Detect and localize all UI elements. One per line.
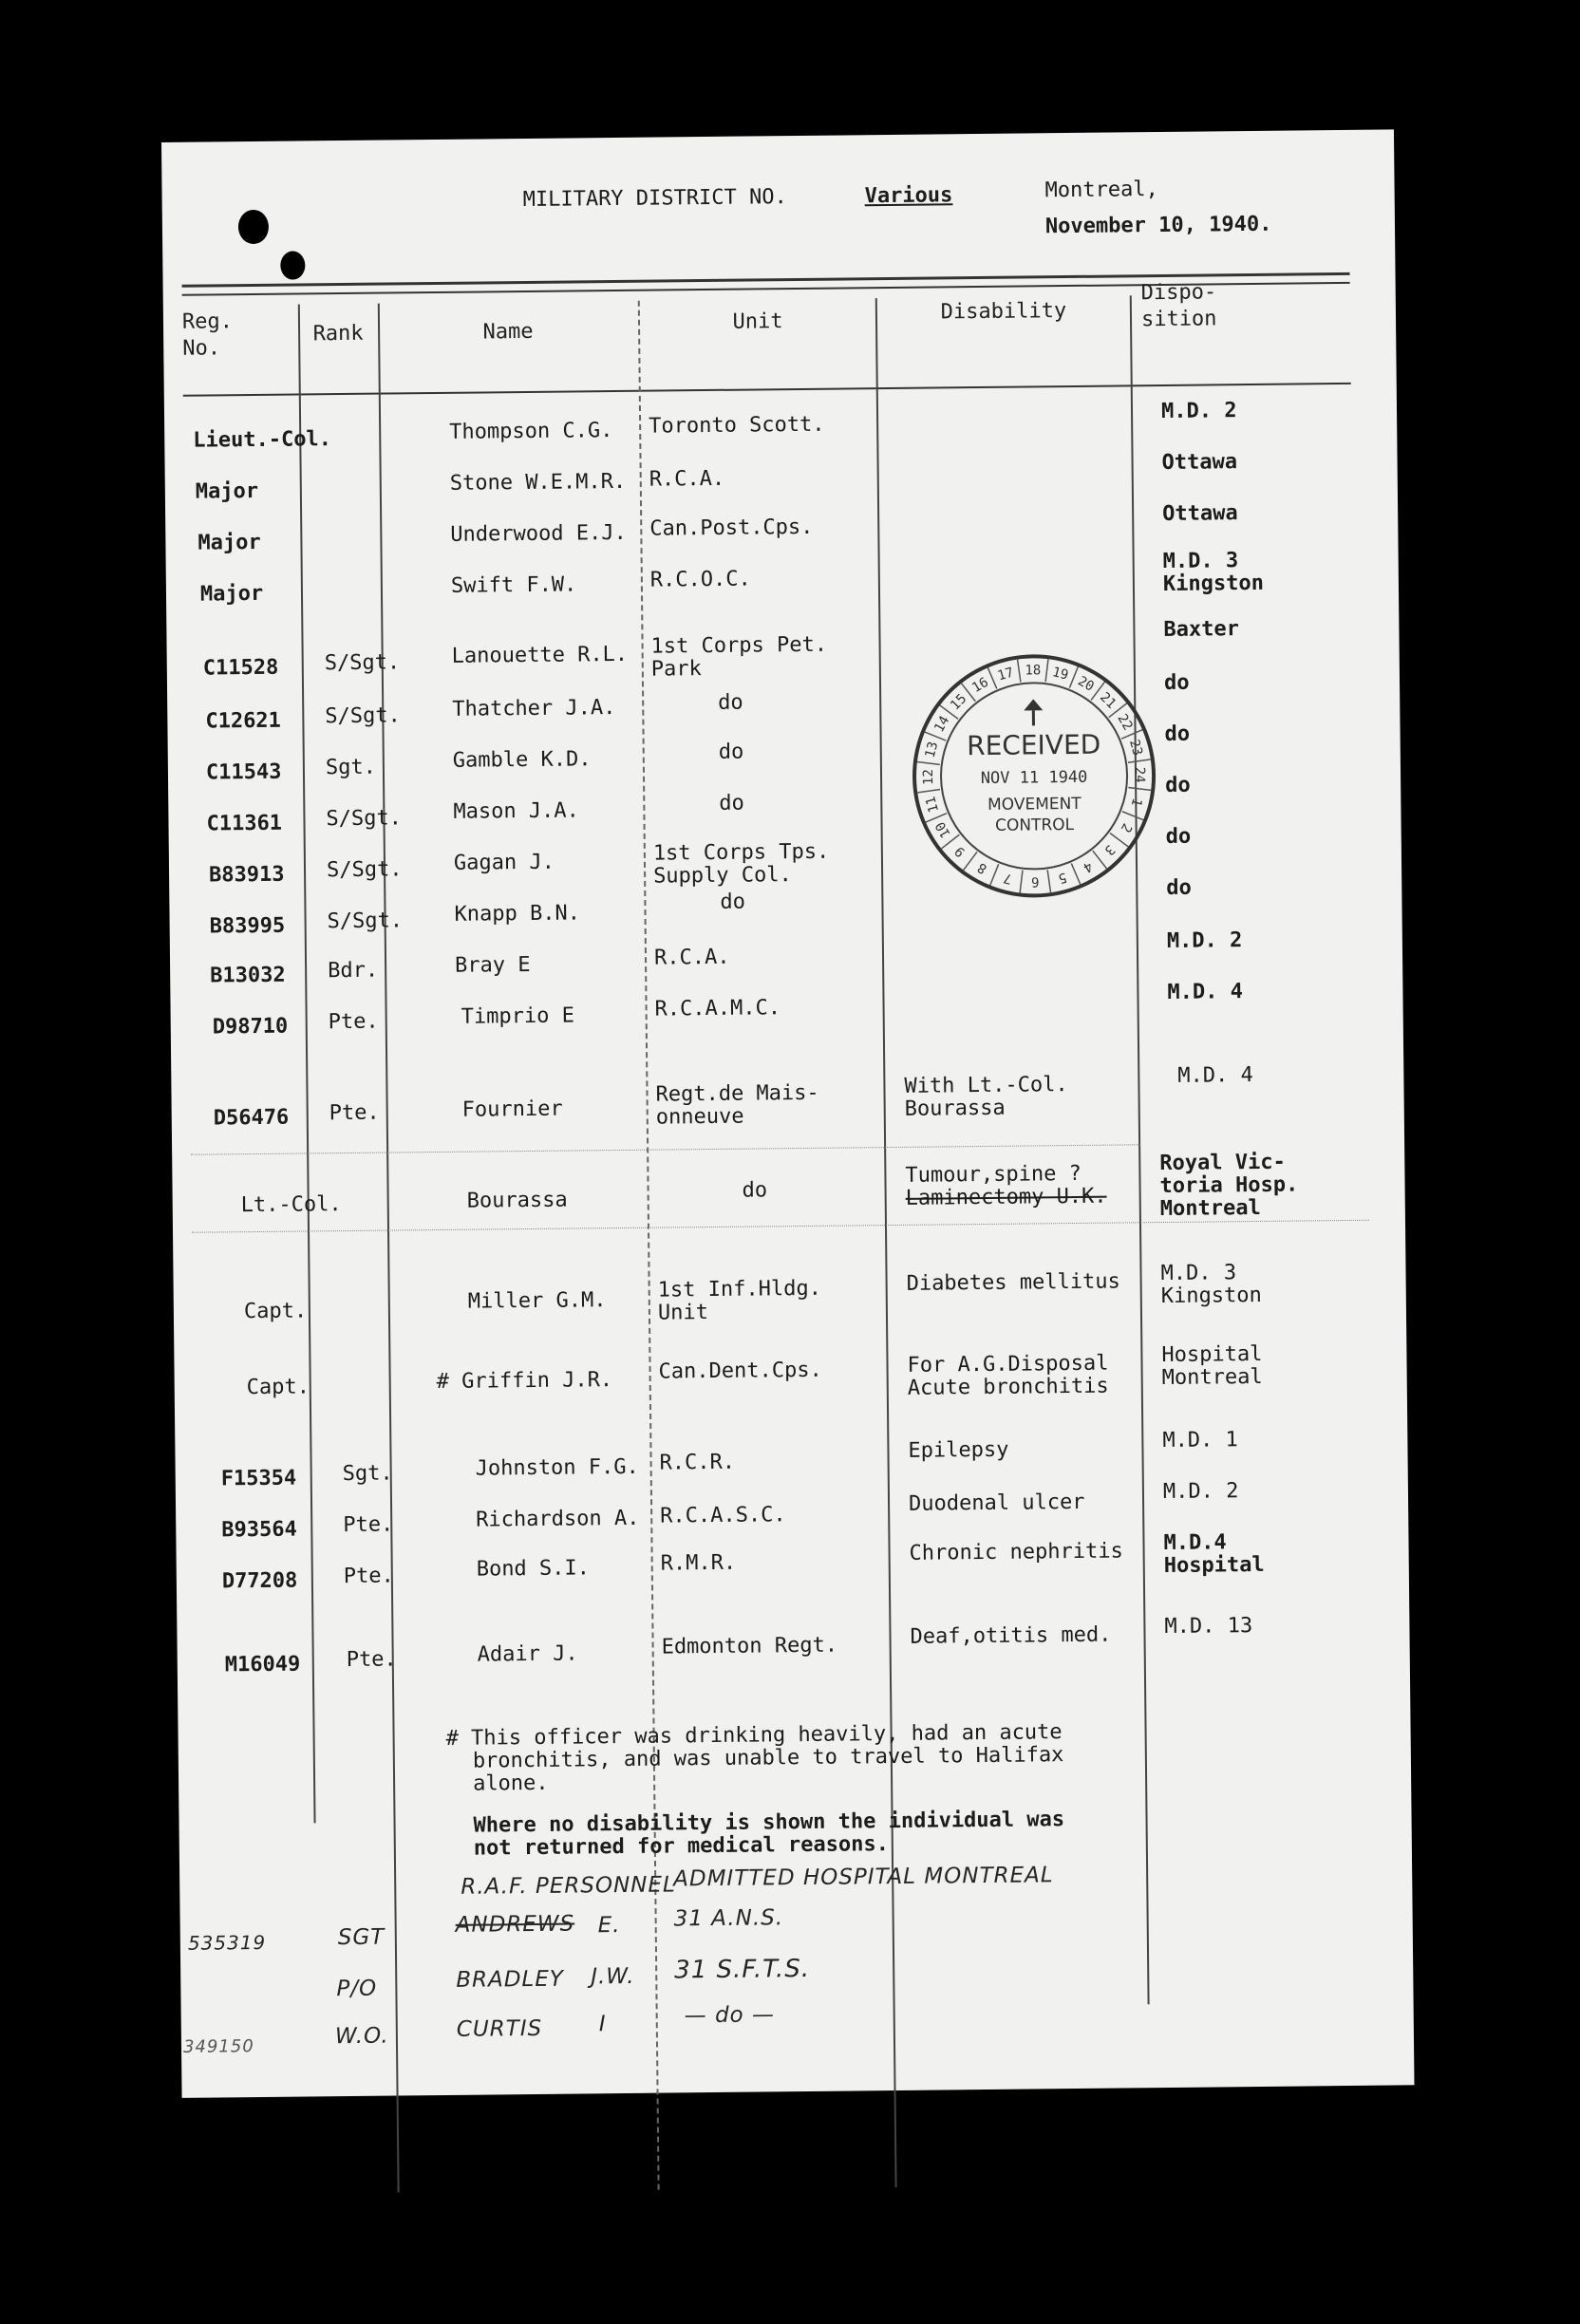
stamp-ring-number: 5 [1056, 869, 1069, 887]
disability-cell: Laminectomy U.K. [905, 1184, 1107, 1210]
disposition-cell: Baxter [1163, 617, 1240, 642]
rank-cell: S/Sgt. [326, 806, 403, 832]
disposition-cell: do [1164, 722, 1191, 746]
handwritten-row: P/O BRADLEY J.W. 31 S.F.T.S. [336, 1954, 811, 2002]
stamp-ring-number: 21 [1097, 689, 1119, 712]
disposition-cell: Montreal [1159, 1195, 1261, 1222]
name-cell: Richardson A. [476, 1506, 640, 1532]
rank-cell: Pte. [343, 1512, 394, 1538]
reg-cell: C11543 [205, 759, 282, 785]
rank-cell: Lt.-Col. [240, 1192, 342, 1218]
unit-cell: Park [650, 657, 702, 682]
unit-cell: do [719, 791, 744, 815]
stamp-ring-number: 17 [995, 665, 1016, 684]
col-header-rank: Rank [312, 321, 364, 347]
stamp-ring-number: 13 [922, 740, 942, 759]
stamp-ring-divider [1093, 851, 1107, 869]
stamp-ring-divider [1047, 870, 1050, 892]
stamp-ring-number: 14 [931, 713, 953, 736]
col-header-disposition: Dispo- sition [1140, 280, 1217, 332]
name-cell: Bond S.I. [476, 1556, 591, 1582]
disability-cell: Acute bronchitis [907, 1374, 1109, 1400]
stamp-ring-number: 10 [932, 818, 954, 841]
disposition-cell: Kingston [1160, 1283, 1262, 1309]
disposition-cell: Montreal [1161, 1364, 1263, 1391]
handwritten-row: 349150 W.O. CURTIS I — do — [182, 2002, 776, 2057]
reg-cell: B83913 [208, 862, 285, 888]
reg-cell: C11361 [206, 811, 283, 836]
column-rule [378, 304, 400, 2193]
disposition-cell: do [1166, 875, 1192, 900]
stamp-ring-divider [1071, 863, 1080, 884]
stamp-ring-number: 8 [974, 859, 990, 877]
unit-cell: Unit [657, 1301, 709, 1325]
unit-cell: 1st Corps Pet. [650, 632, 828, 659]
rank-cell: S/Sgt. [324, 650, 401, 676]
unit-cell: do [742, 1178, 768, 1203]
col-header-disability: Disability [940, 299, 1067, 325]
col-header-reg: Reg. No. [181, 309, 234, 361]
disposition-cell: Hospital [1163, 1552, 1265, 1579]
unit-cell: Toronto Scott. [649, 412, 825, 439]
stamp-ring-number: 23 [1125, 738, 1145, 758]
name-cell: Knapp B.N. [454, 901, 581, 927]
reg-cell: D56476 [213, 1105, 290, 1131]
stamp-ring-divider [1045, 659, 1048, 682]
stamp-ring-divider [1020, 871, 1023, 893]
stamp-ring-number: 15 [948, 691, 970, 714]
disability-cell: Tumour,spine ? [905, 1161, 1082, 1188]
disposition-cell: M.D. 2 [1162, 1479, 1239, 1505]
rank-cell: Bdr. [328, 958, 379, 984]
disposition-cell: Ottawa [1162, 501, 1238, 526]
footnote: # This officer was drinking heavily, had an acute bronchitis, and was unable to travel to Halifax alone. [445, 1720, 1064, 1796]
disposition-cell: do [1163, 670, 1190, 695]
disability-cell: Epilepsy [908, 1437, 1009, 1463]
reg-cell: C12621 [205, 708, 282, 734]
rank-cell: Capt. [243, 1299, 308, 1324]
stamp-ring-number: 11 [923, 795, 943, 815]
name-cell: Gamble K.D. [452, 747, 592, 773]
stamp-ring-number: 16 [969, 674, 991, 697]
stamp-ring-number: 9 [951, 843, 969, 860]
rank-cell: Capt. [246, 1375, 310, 1400]
rank-cell: Pte. [329, 1100, 380, 1126]
stamp-ring-number: 20 [1075, 673, 1097, 695]
rank-cell: Pte. [343, 1564, 394, 1589]
unit-cell: onneuve [655, 1104, 744, 1130]
stamp-ring-number: 19 [1050, 665, 1070, 684]
unit-cell: R.C.O.C. [649, 567, 751, 592]
reg-cell: C11528 [202, 655, 279, 681]
footnote: Where no disability is shown the individual was not returned for medical reasons. [473, 1808, 1065, 1861]
stamp-ring-number: 22 [1114, 711, 1136, 734]
stamp-ring-divider [1128, 759, 1151, 762]
name-cell: Miller G.M. [467, 1288, 607, 1314]
rank-cell: Major [199, 581, 264, 607]
column-rule [1127, 295, 1150, 2004]
disposition-cell: M.D. 2 [1160, 399, 1237, 423]
name-cell: Bourassa [466, 1188, 568, 1213]
unit-cell: Supply Col. [652, 863, 792, 889]
unit-cell: Regt.de Mais- [655, 1080, 819, 1107]
place: Montreal, [1044, 178, 1158, 203]
name-cell: Mason J.A. [453, 798, 579, 824]
stamp-ring-number: 6 [1030, 873, 1040, 890]
rank-cell: Sgt. [325, 755, 377, 780]
unit-cell: R.M.R. [660, 1550, 737, 1576]
header-rule [183, 383, 1351, 397]
disposition-cell: M.D. 13 [1164, 1614, 1253, 1640]
stamp-ring-divider [1110, 833, 1128, 847]
stamp-ring-number: 12 [920, 769, 937, 786]
name-cell: Stone W.E.M.R. [449, 469, 627, 496]
rank-cell: Pte. [346, 1647, 397, 1673]
reg-cell: B93564 [221, 1517, 297, 1543]
rank-cell: Pte. [328, 1009, 379, 1035]
reg-cell: F15354 [220, 1466, 297, 1491]
name-cell: Thompson C.G. [449, 419, 613, 444]
name-cell: Timprio E [461, 1003, 575, 1029]
col-header-name: Name [482, 319, 534, 345]
stamp-label: RECEIVED [966, 728, 1101, 762]
stamp-ring-number: 7 [1002, 870, 1014, 887]
unit-cell: 1st Corps Tps. [652, 839, 830, 866]
disposition-cell: do [1165, 824, 1192, 849]
unit-cell: R.C.A.S.C. [660, 1503, 786, 1528]
stamp-ring-divider [1122, 812, 1143, 820]
row-rule [192, 1220, 1369, 1233]
rank-cell: Major [198, 530, 261, 555]
handwritten-row: 535319 SGT ANDREWS E. 31 A.N.S. [187, 1905, 784, 1955]
reg-cell: D77208 [221, 1568, 298, 1594]
district-label: MILITARY DISTRICT NO. [522, 185, 787, 213]
rank-cell: Sgt. [342, 1461, 393, 1487]
unit-cell: R.C.A.M.C. [654, 996, 781, 1021]
disposition-cell: M.D. 3 [1162, 549, 1239, 573]
rank-cell: S/Sgt. [326, 857, 403, 883]
stamp-line: MOVEMENT [987, 794, 1082, 815]
rank-cell: S/Sgt. [327, 909, 404, 934]
stamp-ring-divider [917, 790, 940, 793]
unit-cell: Can.Post.Cps. [649, 515, 814, 541]
handwritten-heading: ADMITTED HOSPITAL MONTREAL [673, 1863, 1054, 1892]
name-cell: Lanouette R.L. [451, 642, 629, 668]
disposition-cell: M.D. 3 [1160, 1261, 1237, 1286]
unit-cell: do [718, 690, 743, 715]
disposition-cell: M.D.4 [1163, 1530, 1227, 1556]
name-cell: Adair J. [477, 1641, 578, 1667]
stamp-ring-divider [917, 761, 940, 764]
disposition-cell: toria Hosp. [1159, 1172, 1299, 1199]
rank-cell: Lieut.-Col. [193, 427, 332, 453]
name-cell: Fournier [461, 1096, 563, 1122]
unit-cell: do [718, 740, 744, 764]
unit-cell: do [720, 890, 746, 914]
rank-cell: Major [195, 478, 259, 504]
unit-cell: Edmonton Regt. [661, 1633, 838, 1659]
name-cell: Swift F.W. [450, 572, 577, 598]
stamp-ring-divider [963, 852, 977, 870]
disability-cell: Duodenal ulcer [908, 1490, 1085, 1516]
disposition-cell: Ottawa [1161, 450, 1238, 475]
reg-cell: M16049 [224, 1652, 301, 1677]
punch-hole [280, 251, 305, 279]
disposition-cell: M.D. 4 [1177, 1063, 1253, 1088]
name-cell: Bray E [454, 952, 531, 978]
handwritten-heading: R.A.F. PERSONNEL [461, 1872, 676, 1900]
disposition-cell: Royal Vic- [1159, 1150, 1286, 1176]
disability-cell: For A.G.Disposal [907, 1351, 1109, 1378]
disability-cell: Deaf,otitis med. [910, 1622, 1112, 1649]
stamp-ring-number: 18 [1025, 663, 1042, 679]
col-header-unit: Unit [732, 309, 783, 334]
disability-cell: Chronic nephritis [909, 1539, 1123, 1565]
received-stamp [909, 650, 1160, 902]
unit-cell: 1st Inf.Hldg. [657, 1276, 821, 1303]
disability-cell: Bourassa [904, 1096, 1006, 1121]
disability-cell: With Lt.-Col. [904, 1073, 1068, 1098]
name-cell: # Griffin J.R. [436, 1368, 613, 1395]
stamp-line: CONTROL [994, 815, 1075, 835]
disposition-cell: Kingston [1162, 571, 1265, 596]
document-page [161, 129, 1415, 2097]
name-cell: Thatcher J.A. [452, 696, 616, 722]
unit-cell: R.C.A. [649, 466, 725, 492]
rank-cell: S/Sgt. [325, 703, 401, 729]
name-cell: Johnston F.G. [475, 1454, 639, 1481]
name-cell: Gagan J. [453, 850, 555, 875]
unit-cell: Can.Dent.Cps. [658, 1358, 822, 1384]
stamp-ring-number: 3 [1100, 841, 1119, 858]
unit-cell: R.C.R. [659, 1450, 736, 1475]
reg-cell: D98710 [212, 1014, 289, 1040]
punch-hole [238, 210, 269, 244]
stamp-ring-number: 24 [1131, 766, 1148, 783]
stamp-ring-number: 4 [1080, 857, 1096, 875]
disposition-cell: M.D. 2 [1166, 928, 1243, 953]
date: November 10, 1940. [1044, 212, 1272, 239]
reg-cell: B83995 [209, 913, 286, 939]
column-rule [298, 304, 316, 1823]
name-cell: Underwood E.J. [450, 520, 627, 547]
stamp-ring-divider [1128, 787, 1151, 790]
unit-cell: R.C.A. [653, 945, 730, 970]
disposition-cell: do [1165, 773, 1191, 797]
stamp-date: NOV 11 1940 [980, 767, 1088, 789]
stamp-ring-divider [990, 864, 999, 885]
row-rule [191, 1144, 1140, 1154]
column-rule [875, 298, 897, 2187]
stamp-ring-divider [1018, 660, 1021, 683]
disposition-cell: M.D. 4 [1167, 980, 1244, 1004]
reg-cell: B13032 [210, 963, 286, 988]
district-value: Various [864, 183, 953, 209]
disability-cell: Diabetes mellitus [906, 1269, 1120, 1296]
disposition-cell: M.D. 1 [1162, 1428, 1238, 1453]
stamp-ring-number: 2 [1117, 820, 1135, 835]
disposition-cell: Hospital [1161, 1341, 1263, 1368]
stamp-ring-number: 1 [1127, 796, 1145, 809]
